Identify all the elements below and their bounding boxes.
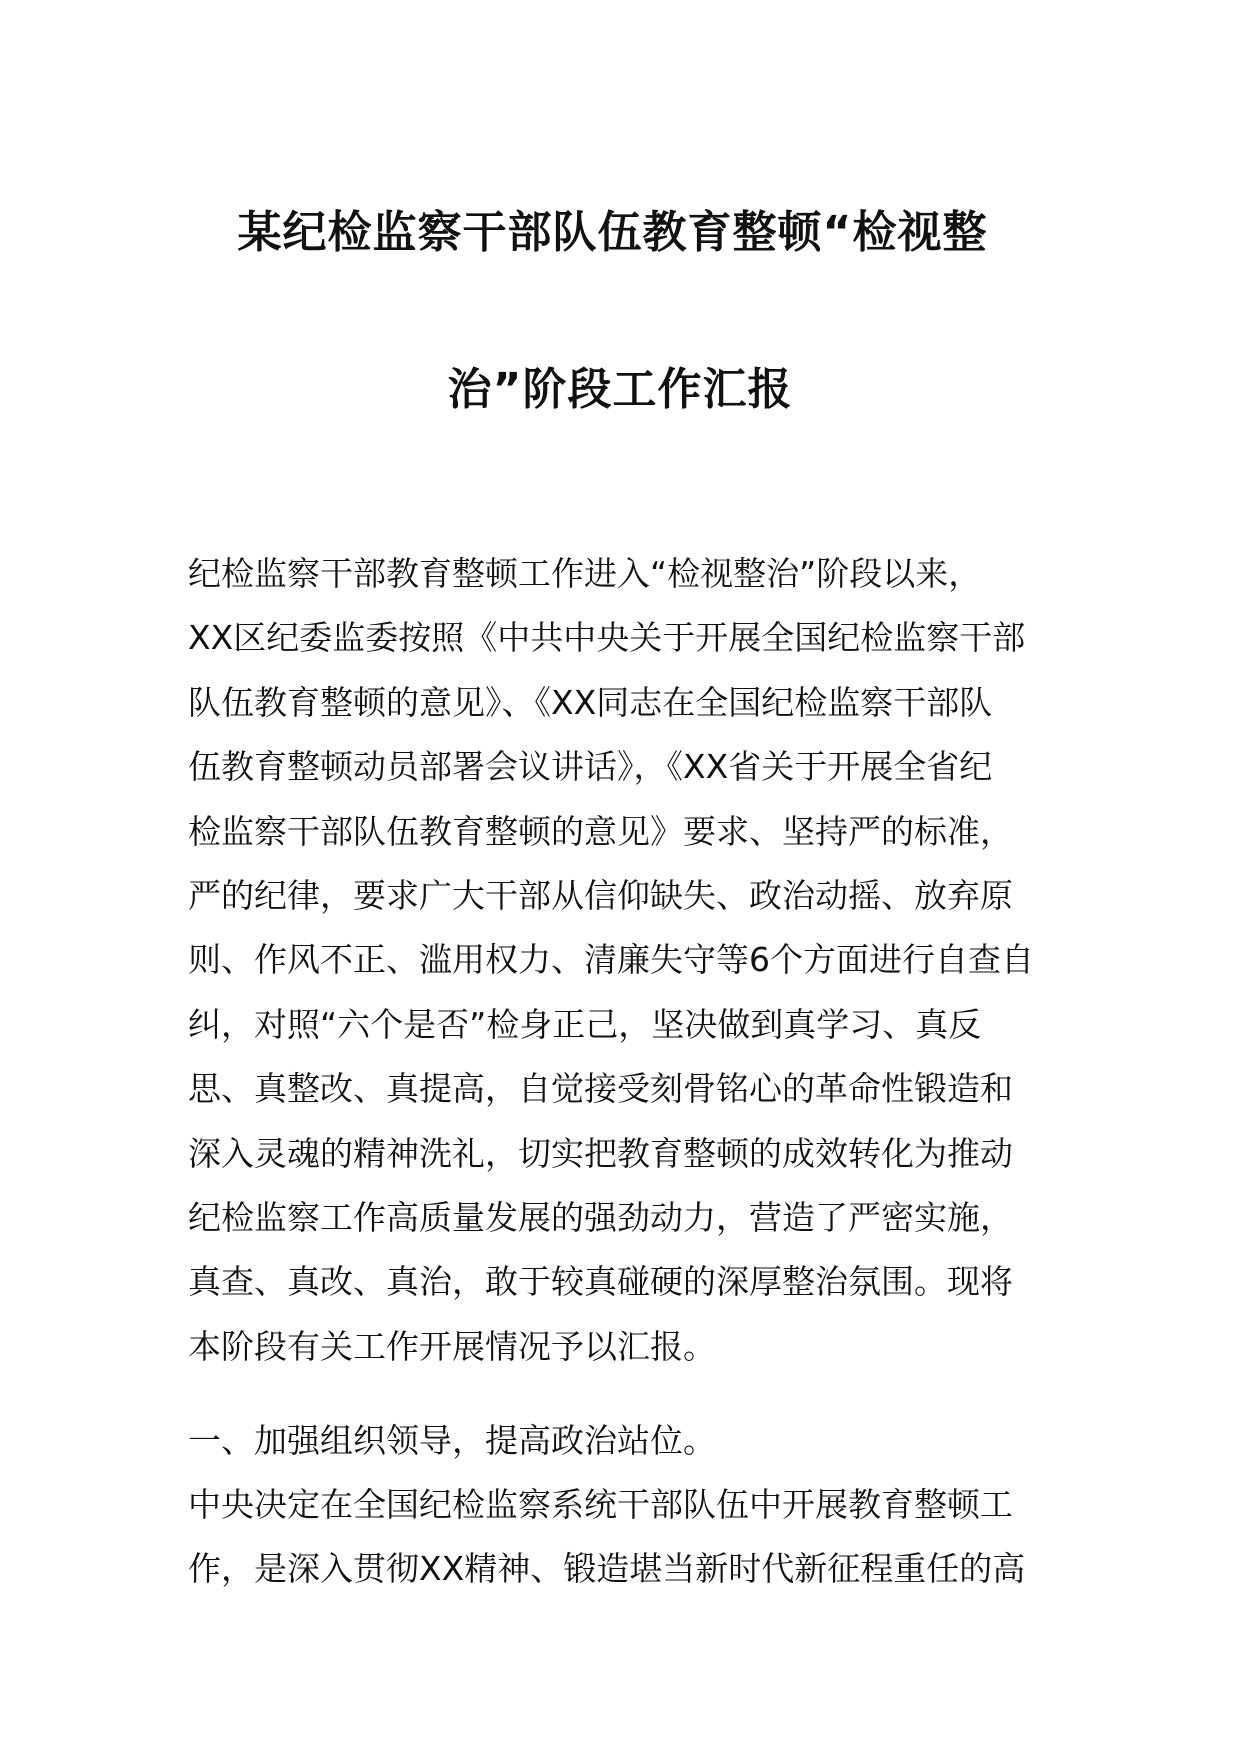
paragraph-line: 纪检监察工作高质量发展的强劲动力，营造了严密实施， <box>188 1197 1013 1237</box>
paragraph-line: 则、作风不正、滥用权力、清廉失守等6个方面进行自查自 <box>188 940 1034 980</box>
paragraph-line: 真查、真改、真治，敢于较真碰硬的深厚整治氛围。现将 <box>188 1262 1013 1302</box>
section-heading-text: 一、加强组织领导，提高政治站位。 <box>188 1421 716 1460</box>
document-title-line-1: 某纪检监察干部队伍教育整顿“检视整 <box>237 207 988 258</box>
paragraph-line: 队伍教育整顿的意见》、《XX同志在全国纪检监察干部队 <box>188 682 993 722</box>
paragraph-2 <box>188 1473 1088 1602</box>
section-heading-1 <box>188 1409 1088 1473</box>
paragraph-line: 思、真整改、真提高，自觉接受刻骨铭心的革命性锻造和 <box>188 1069 1013 1109</box>
paragraph-1 <box>188 542 1088 1379</box>
paragraph-line: 纠，对照“六个是否”检身正己，坚决做到真学习、真反 <box>188 1004 982 1044</box>
paragraph-line: 纪检监察干部教育整顿工作进入“检视整治”阶段以来， <box>188 554 982 593</box>
paragraph-line: 中央决定在全国纪检监察系统干部队伍中开展教育整顿工 <box>188 1485 1013 1524</box>
paragraph-line: 作，是深入贯彻XX精神、锻造堪当新时代新征程重任的高 <box>188 1549 1026 1589</box>
paragraph-line: 严的纪律，要求广大干部从信仰缺失、政治动摇、放弃原 <box>188 875 1013 915</box>
paragraph-line: 伍教育整顿动员部署会议讲话》，《XX省关于开展全省纪 <box>188 747 993 787</box>
paragraph-line: XX区纪委监委按照《中共中央关于开展全国纪检监察干部 <box>188 618 1026 658</box>
document-title-line-2: 治”阶段工作汇报 <box>447 364 793 415</box>
paragraph-line: 检监察干部队伍教育整顿的意见》要求、坚持严的标准， <box>188 811 1013 851</box>
paragraph-line: 本阶段有关工作开展情况予以汇报。 <box>188 1326 716 1366</box>
paragraph-line: 深入灵魂的精神洗礼，切实把教育整顿的成效转化为推动 <box>188 1133 1013 1173</box>
